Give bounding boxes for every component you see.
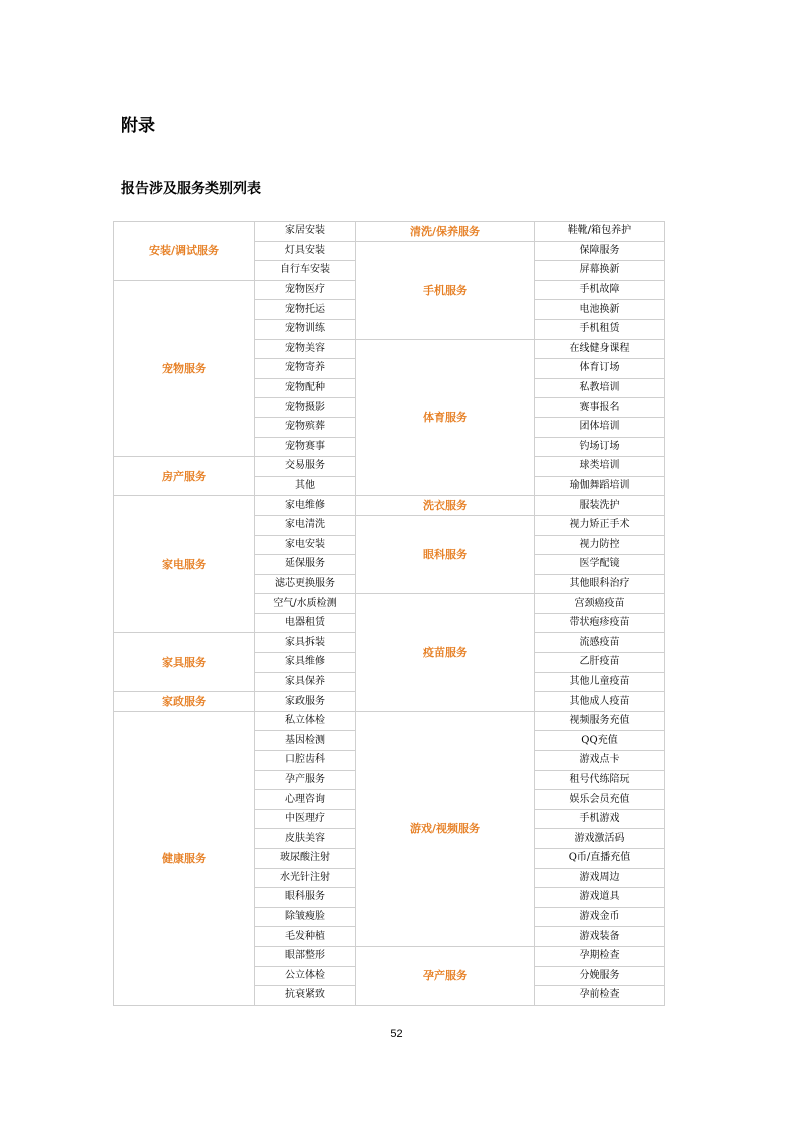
left-item-cell: 基因检测 [255, 731, 356, 751]
right-item-cell: 电池换新 [535, 300, 665, 320]
service-category-table [113, 221, 665, 1006]
right-item-cell: 租号代练陪玩 [535, 770, 665, 790]
table-row [114, 496, 665, 516]
right-item-cell: 保障服务 [535, 241, 665, 261]
right-item-cell: 其他眼科治疗 [535, 574, 665, 594]
left-item-cell: 除皱瘦脸 [255, 907, 356, 927]
left-item-cell: 玻尿酸注射 [255, 849, 356, 869]
right-item-cell: 团体培训 [535, 417, 665, 437]
left-item-cell: 家电安装 [255, 535, 356, 555]
right-item-cell: QQ充值 [535, 731, 665, 751]
right-item-cell: 医学配镜 [535, 555, 665, 575]
left-item-cell: 公立体检 [255, 966, 356, 986]
left-item-cell: 宠物赛事 [255, 437, 356, 457]
left-item-cell: 毛发种植 [255, 927, 356, 947]
table-title: 报告涉及服务类别列表 [121, 181, 261, 197]
right-category-cell: 清洗/保养服务 [356, 222, 535, 242]
left-item-cell: 其他 [255, 476, 356, 496]
left-item-cell: 皮肤美容 [255, 829, 356, 849]
left-item-cell: 灯具安装 [255, 241, 356, 261]
left-category-cell: 房产服务 [114, 457, 255, 496]
left-item-cell: 孕产服务 [255, 770, 356, 790]
left-item-cell: 心理咨询 [255, 790, 356, 810]
left-category-cell: 家电服务 [114, 496, 255, 633]
left-item-cell: 宠物医疗 [255, 280, 356, 300]
right-item-cell: 鞋靴/箱包养护 [535, 222, 665, 242]
right-item-cell: 球类培训 [535, 457, 665, 477]
page-number: 52 [390, 1028, 403, 1040]
right-item-cell: 带状疱疹疫苗 [535, 613, 665, 633]
right-item-cell: 私教培训 [535, 378, 665, 398]
appendix-title: 附录 [121, 116, 155, 136]
left-item-cell: 家具维修 [255, 653, 356, 673]
left-category-cell: 健康服务 [114, 711, 255, 1005]
right-category-cell: 游戏/视频服务 [356, 711, 535, 946]
left-item-cell: 空气/水质检测 [255, 594, 356, 614]
left-item-cell: 宠物殡葬 [255, 417, 356, 437]
right-item-cell: 钓场订场 [535, 437, 665, 457]
right-item-cell: 孕前检查 [535, 986, 665, 1006]
left-item-cell: 延保服务 [255, 555, 356, 575]
right-category-cell: 孕产服务 [356, 946, 535, 1005]
left-category-cell: 宠物服务 [114, 280, 255, 456]
left-category-cell: 安装/调试服务 [114, 222, 255, 281]
left-item-cell: 眼部整形 [255, 946, 356, 966]
left-item-cell: 抗衰紧致 [255, 986, 356, 1006]
left-item-cell: 交易服务 [255, 457, 356, 477]
left-item-cell: 家居安装 [255, 222, 356, 242]
left-category-cell: 家具服务 [114, 633, 255, 692]
left-item-cell: 宠物摄影 [255, 398, 356, 418]
right-category-cell: 手机服务 [356, 241, 535, 339]
right-item-cell: 视力防控 [535, 535, 665, 555]
right-category-cell: 疫苗服务 [356, 594, 535, 712]
left-item-cell: 中医理疗 [255, 809, 356, 829]
left-item-cell: 宠物训练 [255, 319, 356, 339]
right-item-cell: 孕期检查 [535, 946, 665, 966]
right-item-cell: 游戏装备 [535, 927, 665, 947]
right-item-cell: 游戏点卡 [535, 751, 665, 771]
left-item-cell: 自行车安装 [255, 261, 356, 281]
table-row [114, 711, 665, 731]
right-item-cell: 体育订场 [535, 359, 665, 379]
left-item-cell: 口腔齿科 [255, 751, 356, 771]
left-item-cell: 眼科服务 [255, 888, 356, 908]
right-item-cell: 视力矫正手术 [535, 515, 665, 535]
left-item-cell: 滤芯更换服务 [255, 574, 356, 594]
right-category-cell: 洗衣服务 [356, 496, 535, 516]
right-item-cell: 视频服务充值 [535, 711, 665, 731]
right-item-cell: 宫颈癌疫苗 [535, 594, 665, 614]
left-item-cell: 家具保养 [255, 672, 356, 692]
left-item-cell: 家政服务 [255, 692, 356, 712]
right-item-cell: 游戏道具 [535, 888, 665, 908]
right-item-cell: 乙肝疫苗 [535, 653, 665, 673]
right-item-cell: 在线健身课程 [535, 339, 665, 359]
left-item-cell: 宠物美容 [255, 339, 356, 359]
right-item-cell: 流感疫苗 [535, 633, 665, 653]
right-item-cell: 手机故障 [535, 280, 665, 300]
left-item-cell: 私立体检 [255, 711, 356, 731]
right-item-cell: 赛事报名 [535, 398, 665, 418]
right-item-cell: 游戏周边 [535, 868, 665, 888]
left-category-cell: 家政服务 [114, 692, 255, 712]
right-item-cell: 瑜伽舞蹈培训 [535, 476, 665, 496]
right-item-cell: 娱乐会员充值 [535, 790, 665, 810]
left-item-cell: 宠物托运 [255, 300, 356, 320]
table-row [114, 222, 665, 242]
left-item-cell: 宠物配种 [255, 378, 356, 398]
right-item-cell: 手机租赁 [535, 319, 665, 339]
right-item-cell: 其他儿童疫苗 [535, 672, 665, 692]
left-item-cell: 家电维修 [255, 496, 356, 516]
right-item-cell: 屏幕换新 [535, 261, 665, 281]
left-item-cell: 家具拆装 [255, 633, 356, 653]
right-item-cell: 分娩服务 [535, 966, 665, 986]
right-item-cell: 其他成人疫苗 [535, 692, 665, 712]
right-category-cell: 眼科服务 [356, 515, 535, 593]
left-item-cell: 家电清洗 [255, 515, 356, 535]
left-item-cell: 水光针注射 [255, 868, 356, 888]
right-item-cell: 游戏金币 [535, 907, 665, 927]
left-item-cell: 宠物寄养 [255, 359, 356, 379]
right-item-cell: 游戏激活码 [535, 829, 665, 849]
right-item-cell: 手机游戏 [535, 809, 665, 829]
right-item-cell: 服装洗护 [535, 496, 665, 516]
left-item-cell: 电器租赁 [255, 613, 356, 633]
right-category-cell: 体育服务 [356, 339, 535, 496]
right-item-cell: Q币/直播充值 [535, 849, 665, 869]
